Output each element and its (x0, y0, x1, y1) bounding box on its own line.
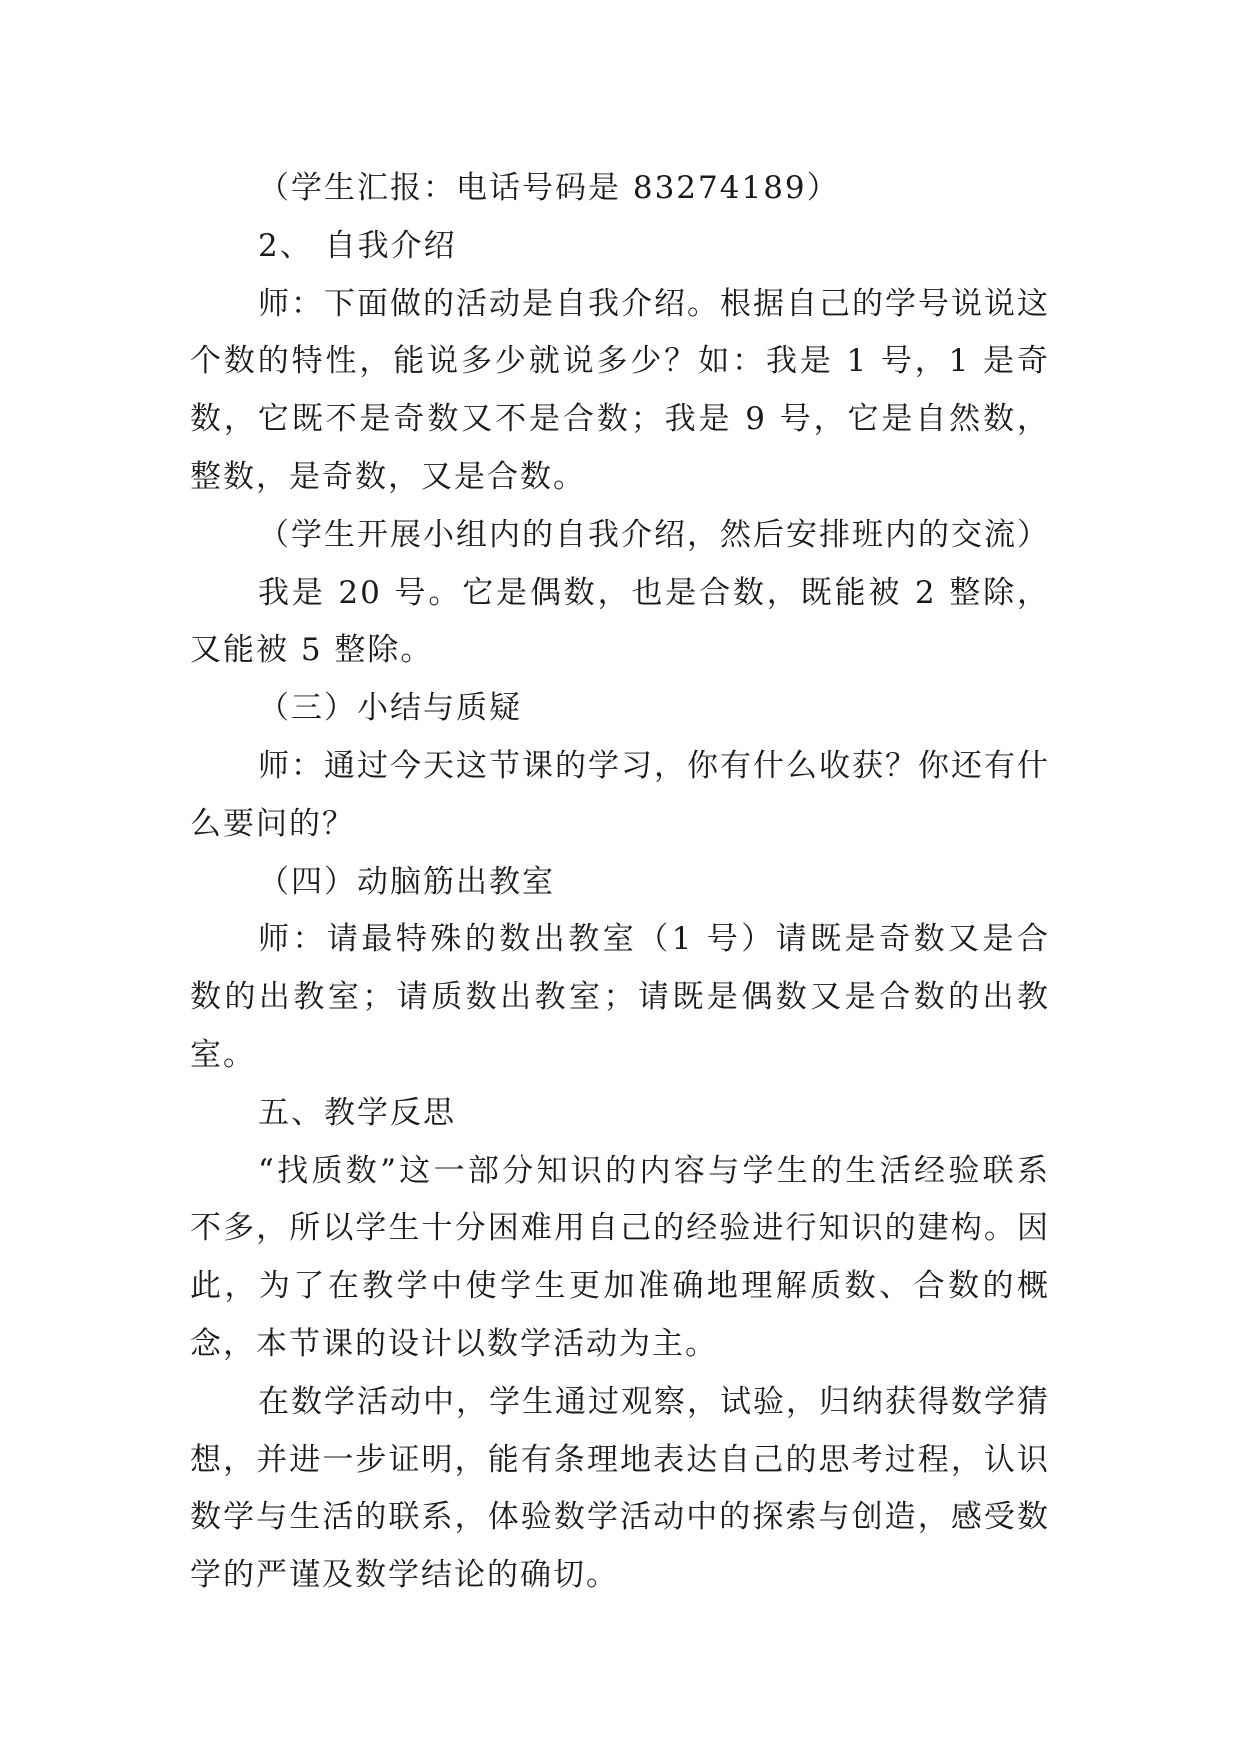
section-summary-heading: （三）小结与质疑 (258, 690, 522, 727)
section-reflection-heading: 五、教学反思 (258, 1094, 456, 1131)
section-self-intro-heading: 2、 自我介绍 (258, 227, 457, 264)
student-example-20: 我是 20 号。它是偶数，也是合数，既能被 2 整除，又能被 5 整除。 (190, 574, 1050, 669)
document-body (190, 160, 1050, 1605)
teacher-leave-classroom-instruction: 师：请最特殊的数出教室（1 号）请既是奇数又是合数的出教室；请质数出教室；请既是偶数又是合数的出教室。 (190, 921, 1050, 1073)
student-group-activity-note: （学生开展小组内的自我介绍，然后安排班内的交流） (258, 516, 1050, 553)
section-leave-classroom-heading: （四）动脑筋出教室 (258, 863, 555, 900)
teacher-summary-question: 师：通过今天这节课的学习，你有什么收获？你还有什么要问的？ (190, 747, 1050, 842)
student-report-phone: （学生汇报：电话号码是 83274189） (258, 170, 840, 206)
teacher-self-intro-instruction: 师：下面做的活动是自我介绍。根据自己的学号说说这个数的特性，能说多少就说多少？如：我是 1 号，1 是奇数，它既不是奇数又不是合数；我是 9 号，它是自然数，整数，是奇数，又是合数。 (190, 285, 1050, 495)
reflection-paragraph-2: 在数学活动中，学生通过观察，试验，归纳获得数学猜想，并进一步证明，能有条理地表达自己的思考过程，认识数学与生活的联系，体验数学活动中的探索与创造，感受数学的严谨及数学结论的确切。 (190, 1383, 1050, 1594)
reflection-paragraph-1: “找质数”这一部分知识的内容与学生的生活经验联系不多，所以学生十分困难用自己的经验进行知识的建构。因此，为了在教学中使学生更加准确地理解质数、合数的概念，本节课的设计以数学活动为主。 (190, 1152, 1050, 1362)
